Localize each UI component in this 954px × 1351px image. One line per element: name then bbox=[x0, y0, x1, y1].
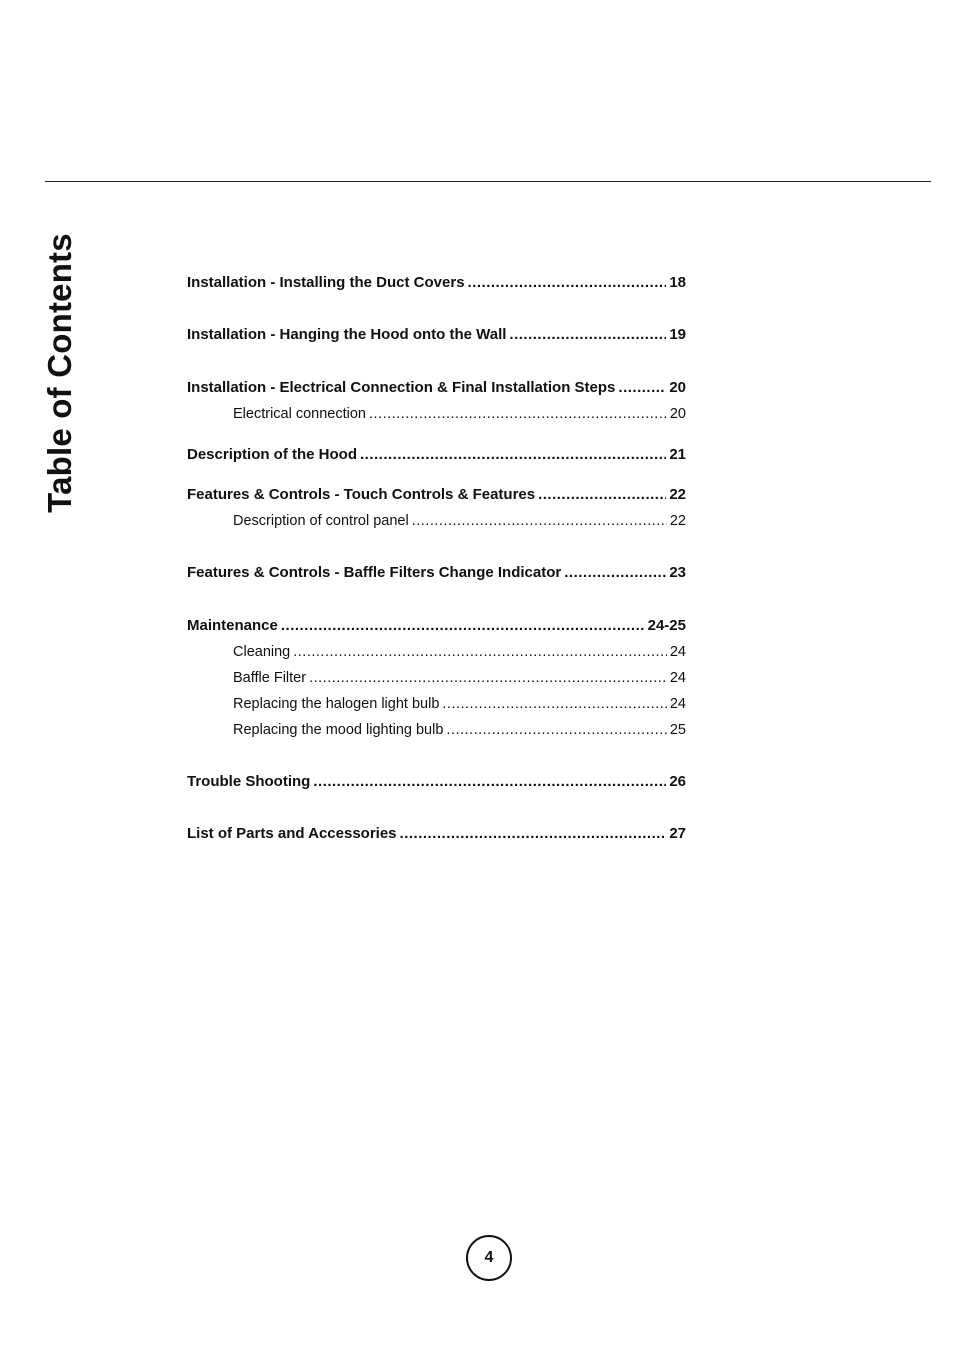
toc-entry-label: Description of control panel bbox=[233, 513, 409, 529]
dot-leader bbox=[538, 485, 666, 505]
toc-entry-page: 25 bbox=[669, 722, 686, 738]
toc-subentry-baffle-filter[interactable] bbox=[233, 668, 686, 688]
dot-leader bbox=[293, 642, 667, 662]
toc-entry-page: 20 bbox=[669, 406, 686, 422]
toc-entry-label: Trouble Shooting bbox=[187, 773, 311, 790]
dot-leader bbox=[509, 325, 666, 345]
toc-entry-touch-controls[interactable] bbox=[187, 485, 686, 505]
page-number: 4 bbox=[484, 1249, 494, 1266]
toc-entry-page: 22 bbox=[669, 513, 686, 529]
toc-entry-page: 24 bbox=[669, 670, 686, 686]
toc-entry-label: Features & Controls - Baffle Filters Change Indicator bbox=[187, 564, 562, 581]
toc-entry-electrical-final[interactable] bbox=[187, 378, 686, 398]
dot-leader bbox=[369, 404, 667, 424]
toc-entry-label: Cleaning bbox=[233, 644, 291, 660]
toc-entry-baffle-indicator[interactable] bbox=[187, 563, 686, 583]
toc-entry-page: 21 bbox=[669, 446, 686, 463]
dot-leader bbox=[468, 273, 667, 293]
page-title: Table of Contents bbox=[41, 233, 78, 513]
toc-entry-page: 24 bbox=[669, 644, 686, 660]
dot-leader bbox=[360, 445, 666, 465]
toc-subentry-cleaning[interactable] bbox=[233, 642, 686, 662]
dot-leader bbox=[446, 720, 666, 740]
toc-entry-parts-accessories[interactable] bbox=[187, 824, 686, 844]
dot-leader bbox=[309, 668, 667, 688]
toc-entry-label: Installation - Hanging the Hood onto the Wall bbox=[187, 326, 507, 343]
toc-entry-page: 24 bbox=[669, 696, 686, 712]
toc-entry-maintenance[interactable] bbox=[187, 616, 686, 636]
toc-entry-trouble-shooting[interactable] bbox=[187, 772, 686, 792]
toc-entry-label: Features & Controls - Touch Controls & Features bbox=[187, 486, 536, 503]
toc-entry-page: 27 bbox=[669, 825, 686, 842]
dot-leader bbox=[442, 694, 666, 714]
page-number-badge bbox=[466, 1235, 512, 1281]
toc-entry-page: 24-25 bbox=[647, 617, 686, 634]
toc-entry-label: Installation - Electrical Connection & Final Installation Steps bbox=[187, 379, 616, 396]
dot-leader bbox=[281, 616, 645, 636]
toc-entry-label: Replacing the halogen light bulb bbox=[233, 696, 440, 712]
toc-entry-page: 18 bbox=[669, 274, 686, 291]
toc-entry-description-hood[interactable] bbox=[187, 445, 686, 465]
toc-entry-label: Installation - Installing the Duct Covers bbox=[187, 274, 465, 291]
toc-entry-label: Description of the Hood bbox=[187, 446, 357, 463]
toc-entry-page: 26 bbox=[669, 773, 686, 790]
dot-leader bbox=[400, 824, 667, 844]
toc-entry-label: List of Parts and Accessories bbox=[187, 825, 397, 842]
toc-subentry-halogen-bulb[interactable] bbox=[233, 694, 686, 714]
toc-subentry-control-panel[interactable] bbox=[233, 511, 686, 531]
dot-leader bbox=[313, 772, 666, 792]
toc-entry-page: 23 bbox=[669, 564, 686, 581]
toc-subentry-electrical-connection[interactable] bbox=[233, 404, 686, 424]
toc-entry-page: 19 bbox=[669, 326, 686, 343]
toc-subentry-mood-bulb[interactable] bbox=[233, 720, 686, 740]
dot-leader bbox=[564, 563, 666, 583]
dot-leader bbox=[618, 378, 666, 398]
toc-entry-label: Replacing the mood lighting bulb bbox=[233, 722, 444, 738]
toc-entry-hanging-hood[interactable] bbox=[187, 325, 686, 345]
dot-leader bbox=[412, 511, 667, 531]
toc-entry-duct-covers[interactable] bbox=[187, 273, 686, 293]
toc-entry-label: Baffle Filter bbox=[233, 670, 307, 686]
toc-entry-label: Maintenance bbox=[187, 617, 278, 634]
toc-entry-page: 22 bbox=[669, 486, 686, 503]
toc-entry-page: 20 bbox=[669, 379, 686, 396]
top-divider bbox=[45, 181, 931, 182]
toc-entry-label: Electrical connection bbox=[233, 406, 366, 422]
